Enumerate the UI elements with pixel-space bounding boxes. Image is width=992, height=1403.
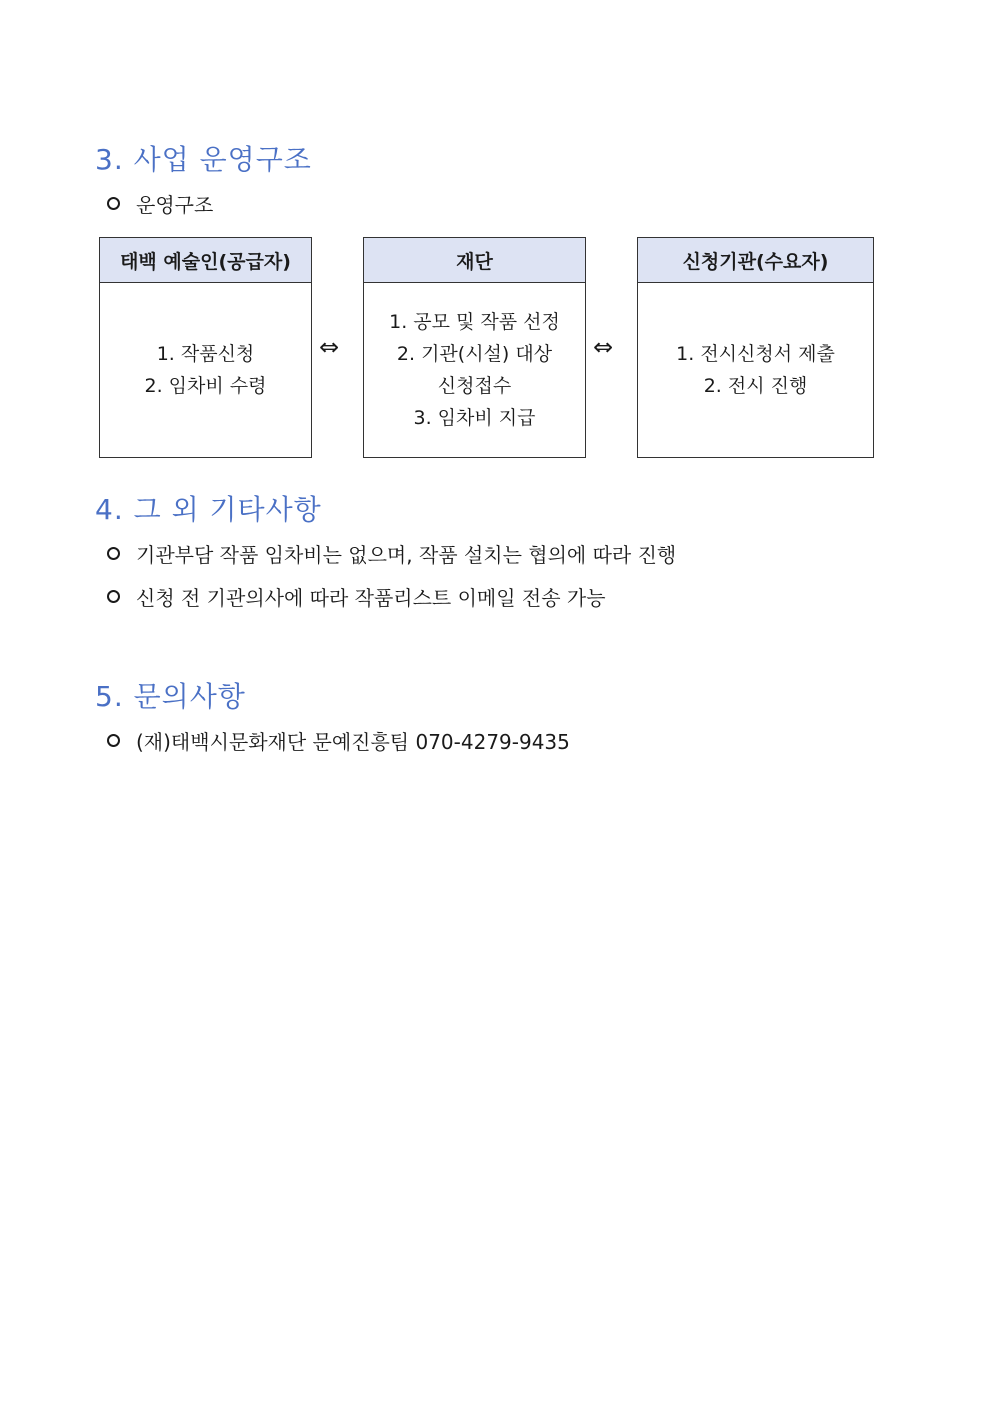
applicant-box [637, 237, 874, 458]
supplier-line-1: 1. 작품신청 [156, 343, 255, 365]
bullet-text: 신청 전 기관의사에 따라 작품리스트 이메일 전송 가능 [136, 586, 606, 610]
applicant-box-header: 신청기관(수요자) [638, 238, 873, 283]
circle-bullet-icon [107, 197, 120, 210]
double-arrow-icon: ⇔ [319, 333, 340, 361]
foundation-box [363, 237, 586, 458]
foundation-line-1: 1. 공모 및 작품 선정 [389, 311, 560, 333]
section-4-bullet-2 [107, 582, 606, 611]
supplier-box-body [100, 283, 311, 457]
bullet-text: 운영구조 [136, 193, 214, 217]
foundation-box-body [364, 283, 585, 457]
applicant-box-body [638, 283, 873, 457]
foundation-line-4: 3. 임차비 지급 [413, 407, 536, 429]
section-4-title: 4. 그 외 기타사항 [95, 493, 322, 526]
foundation-box-header: 재단 [364, 238, 585, 283]
applicant-line-2: 2. 전시 진행 [703, 375, 808, 397]
supplier-box [99, 237, 312, 458]
section-4-bullet-1 [107, 539, 676, 568]
foundation-line-2: 2. 기관(시설) 대상 [396, 343, 553, 365]
supplier-line-2: 2. 임차비 수령 [144, 375, 267, 397]
section-3-title: 3. 사업 운영구조 [95, 143, 312, 176]
supplier-box-header: 태백 예술인(공급자) [100, 238, 311, 283]
section-3-bullet [107, 189, 213, 218]
circle-bullet-icon [107, 547, 120, 560]
section-5-bullet-1 [107, 726, 570, 755]
double-arrow-icon: ⇔ [593, 333, 614, 361]
circle-bullet-icon [107, 590, 120, 603]
bullet-text: 기관부담 작품 임차비는 없으며, 작품 설치는 협의에 따라 진행 [136, 543, 677, 567]
bullet-text: (재)태백시문화재단 문예진흥팀 070-4279-9435 [136, 730, 570, 754]
foundation-line-3: 신청접수 [437, 375, 512, 397]
section-5-title: 5. 문의사항 [95, 680, 246, 713]
applicant-line-1: 1. 전시신청서 제출 [676, 343, 835, 365]
circle-bullet-icon [107, 734, 120, 747]
